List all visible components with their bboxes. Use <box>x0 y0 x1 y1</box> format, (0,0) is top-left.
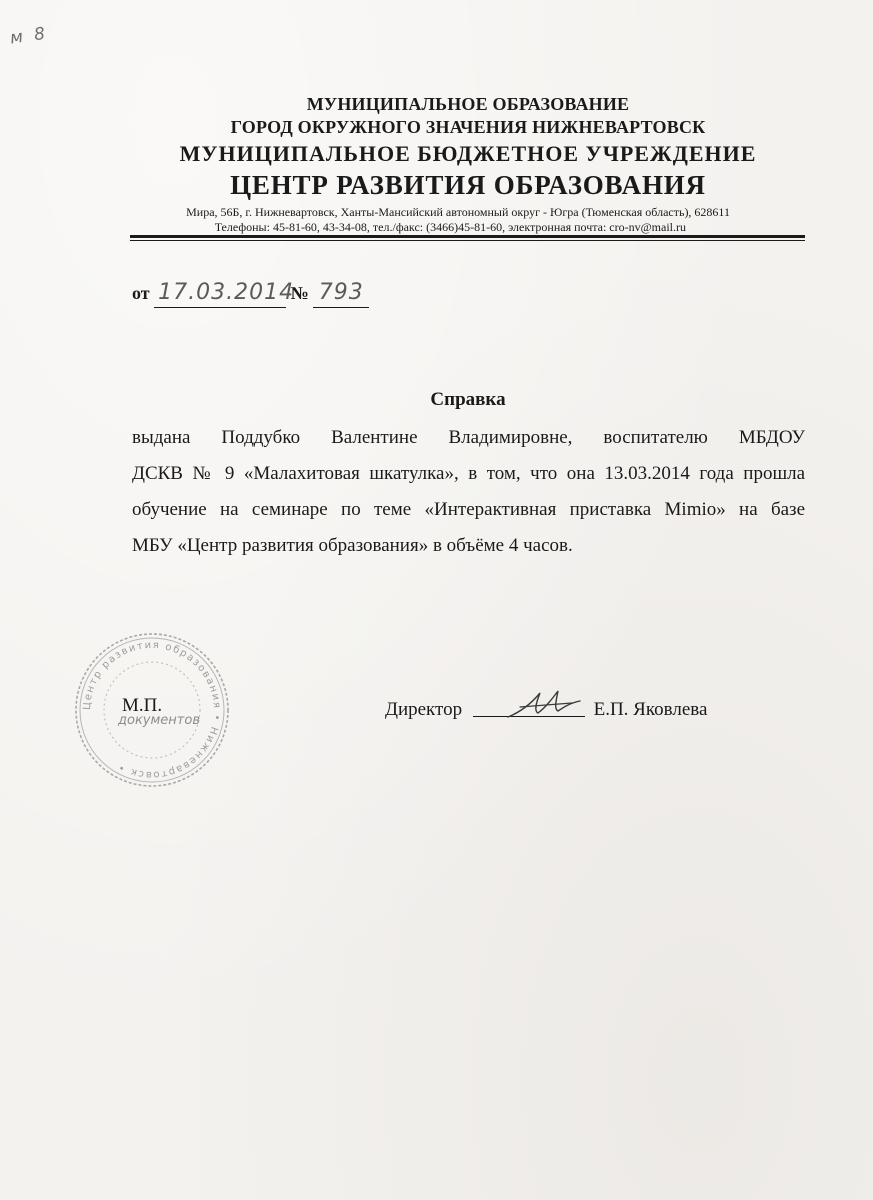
stamp-placeholder-label: М.П. <box>122 695 163 716</box>
contacts-line: Телефоны: 45-81-60, 43-34-08, тел./факс: (3466)45-81-60, электронная почта: cro-nv@mail.ru <box>214 220 686 234</box>
director-title: Директор <box>385 699 463 720</box>
director-name: Е.П. Яковлева <box>593 699 708 720</box>
letterhead-contacts <box>130 205 806 235</box>
document-title: Справка <box>430 389 506 410</box>
from-label: от <box>132 283 150 303</box>
letterhead-line-3: МУНИЦИПАЛЬНОЕ БЮДЖЕТНОЕ УЧРЕЖДЕНИЕ <box>179 141 757 166</box>
letterhead-rule-thin <box>130 240 805 241</box>
handwritten-date: 17.03.2014 <box>154 280 286 308</box>
body-line: МБУ «Центр развития образования» в объёме 4 часов. <box>132 535 573 556</box>
letterhead-rule-thick <box>130 235 805 238</box>
document-body <box>132 420 805 564</box>
stamp-ring-text: Центр развития образования • Нижневартовск • <box>81 639 223 781</box>
body-line: ДСКВ № 9 «Малахитовая шкатулка», в том, что она 13.03.2014 года прошла <box>132 463 805 484</box>
body-line: выдана Поддубко Валентине Владимировне, воспитателю МБДОУ <box>132 427 805 448</box>
handwritten-number: 793 <box>313 280 369 308</box>
body-line: обучение на семинаре по теме «Интерактивная приставка Mimio» на базе <box>132 499 805 520</box>
number-label: № <box>290 283 309 303</box>
address-line: Мира, 56Б, г. Нижневартовск, Ханты-Мансийский автономный округ - Югра (Тюменская область), 628611 <box>186 205 730 219</box>
stamp-inner-word: документов <box>118 713 200 728</box>
margin-note: м 8 <box>8 23 50 49</box>
handwritten-signature <box>500 685 590 725</box>
letterhead <box>130 92 806 202</box>
letterhead-line-2: ГОРОД ОКРУЖНОГО ЗНАЧЕНИЯ НИЖНЕВАРТОВСК <box>230 117 706 137</box>
letterhead-organization-name: ЦЕНТР РАЗВИТИЯ ОБРАЗОВАНИЯ <box>230 170 706 200</box>
date-number-line <box>132 280 369 308</box>
letterhead-line-1: МУНИЦИПАЛЬНОЕ ОБРАЗОВАНИЕ <box>306 94 630 114</box>
